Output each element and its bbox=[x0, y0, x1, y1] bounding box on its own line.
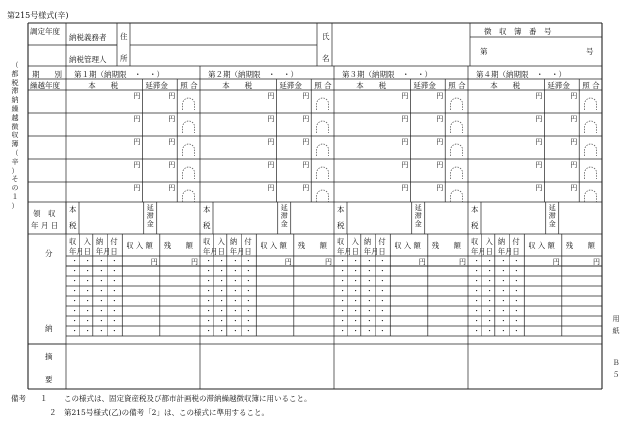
yen-mark: 円 bbox=[535, 184, 543, 192]
col-entai-1: 延滞金 bbox=[145, 81, 168, 90]
seal-placeholder-icon bbox=[317, 144, 329, 156]
seal-placeholder-icon bbox=[317, 190, 329, 202]
vertical-title-char: （ bbox=[11, 61, 19, 69]
vertical-title-char: の bbox=[11, 184, 19, 193]
date-dots: ・ ・ bbox=[205, 277, 225, 285]
paper-size-char: 紙 bbox=[612, 327, 620, 335]
seal-placeholder-icon bbox=[183, 98, 195, 110]
shunyu-amount: 収 入 額 bbox=[260, 241, 287, 250]
receipt-hon: 本 bbox=[337, 205, 345, 214]
seal-placeholder-icon bbox=[451, 144, 463, 156]
date-dots: ・ ・ bbox=[205, 257, 225, 265]
date-dots: ・ ・ bbox=[366, 317, 386, 325]
date-dots: ・ ・ bbox=[71, 297, 91, 305]
receipt-en-2: 滞 bbox=[280, 212, 288, 220]
date-dots: ・ ・ bbox=[339, 317, 359, 325]
receipt-hon: 本 bbox=[471, 205, 479, 214]
yen-mark: 円 bbox=[535, 115, 543, 123]
yen-mark: 円 bbox=[302, 161, 310, 169]
yen-mark: 円 bbox=[401, 92, 409, 100]
vertical-title-char: （ bbox=[11, 148, 19, 157]
shunyu-date-2: 年月日 bbox=[203, 247, 225, 256]
date-dots: ・ ・ bbox=[500, 287, 520, 295]
yen-mark: 円 bbox=[267, 184, 275, 192]
yen-mark: 円 bbox=[436, 184, 444, 192]
date-dots: ・ ・ bbox=[205, 307, 225, 315]
yen-mark: 円 bbox=[325, 258, 332, 266]
note-2-number: ２ bbox=[49, 408, 57, 417]
date-dots: ・ ・ bbox=[339, 297, 359, 305]
yen-mark: 円 bbox=[168, 115, 176, 123]
shunyu-amount: 収 入 額 bbox=[528, 241, 555, 250]
zandaka: 残 額 bbox=[163, 241, 193, 250]
date-dots: ・ ・ bbox=[98, 267, 118, 275]
receipt-zei: 税 bbox=[471, 221, 479, 230]
yen-mark: 円 bbox=[593, 258, 600, 266]
date-dots: ・ ・ bbox=[500, 277, 520, 285]
yen-mark: 円 bbox=[302, 115, 310, 123]
nofu-date-1: 納 付 bbox=[229, 237, 252, 246]
receipt-zei: 税 bbox=[337, 221, 345, 230]
yen-mark: 円 bbox=[267, 161, 275, 169]
nofu-date-2: 年月日 bbox=[95, 247, 118, 256]
col-honzei-4: 本 税 bbox=[490, 81, 521, 90]
receipt-en-3: 金 bbox=[414, 220, 422, 228]
yen-mark: 円 bbox=[436, 161, 444, 169]
vertical-title-char: ） bbox=[11, 201, 19, 210]
col-entai-3: 延滞金 bbox=[413, 81, 436, 90]
manager-label: 納税管理人 bbox=[69, 55, 107, 64]
date-dots: ・ ・ bbox=[98, 307, 118, 315]
vertical-title-char: 簿 bbox=[11, 140, 19, 149]
seal-placeholder-icon bbox=[183, 167, 195, 179]
name-label-2: 名 bbox=[322, 54, 330, 63]
seal-placeholder-icon bbox=[451, 98, 463, 110]
receipt-en-1: 延 bbox=[414, 204, 422, 212]
seal-placeholder-icon bbox=[585, 144, 597, 156]
date-dots: ・ ・ bbox=[232, 267, 252, 275]
date-dots: ・ ・ bbox=[500, 297, 520, 305]
date-dots: ・ ・ bbox=[473, 297, 493, 305]
date-dots: ・ ・ bbox=[500, 317, 520, 325]
date-dots: ・ ・ bbox=[339, 257, 359, 265]
yen-mark: 円 bbox=[168, 92, 176, 100]
receipt-en-3: 金 bbox=[280, 220, 288, 228]
period-1: 第１期（納期限 ・ ・） bbox=[74, 70, 164, 79]
receipt-en-3: 金 bbox=[146, 220, 154, 228]
date-dots: ・ ・ bbox=[205, 267, 225, 275]
zandaka: 残 額 bbox=[297, 241, 327, 250]
date-dots: ・ ・ bbox=[500, 267, 520, 275]
seal-placeholder-icon bbox=[585, 121, 597, 133]
receipt-en-3: 金 bbox=[548, 220, 556, 228]
yen-mark: 円 bbox=[267, 92, 275, 100]
seal-placeholder-icon bbox=[183, 121, 195, 133]
receipt-label-1: 領 収 bbox=[33, 209, 56, 218]
period-3: 第３期（納期限 ・ ・） bbox=[342, 70, 432, 79]
date-dots: ・ ・ bbox=[98, 327, 118, 335]
yen-mark: 円 bbox=[133, 115, 141, 123]
date-dots: ・ ・ bbox=[366, 267, 386, 275]
date-dots: ・ ・ bbox=[473, 317, 493, 325]
zandaka: 残 額 bbox=[565, 241, 595, 250]
seal-placeholder-icon bbox=[585, 190, 597, 202]
yen-mark: 円 bbox=[570, 92, 578, 100]
vertical-title-char: 納 bbox=[11, 96, 19, 105]
yen-mark: 円 bbox=[535, 138, 543, 146]
yen-mark: 円 bbox=[267, 138, 275, 146]
date-dots: ・ ・ bbox=[232, 257, 252, 265]
paper-size-char: Ｂ bbox=[612, 359, 620, 367]
yen-mark: 円 bbox=[133, 138, 141, 146]
period-label: 期 別 bbox=[32, 70, 62, 79]
date-dots: ・ ・ bbox=[71, 257, 91, 265]
nofu-date-1: 納 付 bbox=[497, 237, 520, 246]
date-dots: ・ ・ bbox=[205, 287, 225, 295]
date-dots: ・ ・ bbox=[339, 307, 359, 315]
ledger-dai: 第 bbox=[480, 47, 488, 56]
date-dots: ・ ・ bbox=[71, 317, 91, 325]
yen-mark: 円 bbox=[401, 184, 409, 192]
date-dots: ・ ・ bbox=[500, 327, 520, 335]
yen-mark: 円 bbox=[284, 258, 292, 266]
yen-mark: 円 bbox=[133, 184, 141, 192]
receipt-hon: 本 bbox=[203, 205, 211, 214]
date-dots: ・ ・ bbox=[98, 277, 118, 285]
vertical-title bbox=[11, 62, 19, 212]
receipt-en-2: 滞 bbox=[414, 212, 422, 220]
col-shogo-3: 照 合 bbox=[448, 81, 466, 90]
yen-mark: 円 bbox=[535, 92, 543, 100]
date-dots: ・ ・ bbox=[500, 257, 520, 265]
receipt-en-2: 滞 bbox=[548, 212, 556, 220]
shunyu-date-2: 年月日 bbox=[69, 247, 91, 256]
yen-mark: 円 bbox=[436, 138, 444, 146]
zandaka: 残 額 bbox=[431, 241, 461, 250]
ledger-number-label: 徴 収 簿 番 号 bbox=[484, 27, 552, 36]
address-label-2: 所 bbox=[120, 54, 128, 63]
date-dots: ・ ・ bbox=[339, 267, 359, 275]
receipt-en-1: 延 bbox=[548, 204, 556, 212]
yen-mark: 円 bbox=[191, 258, 198, 266]
date-dots: ・ ・ bbox=[366, 327, 386, 335]
yen-mark: 円 bbox=[401, 138, 409, 146]
note-1-text: この様式は、固定資産税及び都市計画税の滞納繰越徴収簿に用いること。 bbox=[64, 394, 312, 403]
shunyu-date-1: 収 入 bbox=[337, 237, 359, 246]
yen-mark: 円 bbox=[436, 115, 444, 123]
name-label-1: 氏 bbox=[322, 32, 330, 41]
date-dots: ・ ・ bbox=[71, 267, 91, 275]
yen-mark: 円 bbox=[401, 115, 409, 123]
vertical-title-char: 辛 bbox=[11, 157, 19, 166]
nofu-date-1: 納 付 bbox=[95, 237, 118, 246]
yen-mark: 円 bbox=[168, 138, 176, 146]
yen-mark: 円 bbox=[267, 115, 275, 123]
yen-mark: 円 bbox=[150, 258, 158, 266]
col-honzei-1: 本 税 bbox=[88, 81, 119, 90]
paper-size-note bbox=[612, 316, 620, 384]
yen-mark: 円 bbox=[570, 161, 578, 169]
tax-year-label: 調定年度 bbox=[30, 27, 60, 36]
date-dots: ・ ・ bbox=[473, 267, 493, 275]
col-shogo-1: 照 合 bbox=[180, 81, 198, 90]
paper-size-char: 用 bbox=[612, 315, 620, 323]
date-dots: ・ ・ bbox=[205, 317, 225, 325]
date-dots: ・ ・ bbox=[98, 287, 118, 295]
vertical-title-char: そ bbox=[11, 175, 19, 184]
yen-mark: 円 bbox=[436, 92, 444, 100]
paper-size-char: ５ bbox=[612, 371, 620, 379]
tekiyo-label-1: 摘 bbox=[45, 352, 53, 361]
date-dots: ・ ・ bbox=[366, 257, 386, 265]
date-dots: ・ ・ bbox=[339, 327, 359, 335]
seal-placeholder-icon bbox=[183, 144, 195, 156]
ledger-go: 号 bbox=[586, 47, 594, 56]
shunyu-date-1: 収 入 bbox=[69, 237, 91, 246]
date-dots: ・ ・ bbox=[232, 317, 252, 325]
yen-mark: 円 bbox=[302, 138, 310, 146]
notes-biko: 備考 bbox=[11, 394, 26, 403]
yen-mark: 円 bbox=[302, 184, 310, 192]
seal-placeholder-icon bbox=[451, 167, 463, 179]
nofu-date-2: 年月日 bbox=[497, 247, 520, 256]
date-dots: ・ ・ bbox=[205, 327, 225, 335]
yen-mark: 円 bbox=[401, 161, 409, 169]
shunyu-date-2: 年月日 bbox=[337, 247, 359, 256]
receipt-label-2: 年 月 日 bbox=[31, 221, 59, 230]
note-1-number: １ bbox=[40, 394, 48, 403]
yen-mark: 円 bbox=[459, 258, 466, 266]
yen-mark: 円 bbox=[168, 184, 176, 192]
yen-mark: 円 bbox=[418, 258, 426, 266]
yen-mark: 円 bbox=[552, 258, 560, 266]
seal-placeholder-icon bbox=[317, 121, 329, 133]
date-dots: ・ ・ bbox=[98, 257, 118, 265]
seal-placeholder-icon bbox=[183, 190, 195, 202]
yen-mark: 円 bbox=[168, 161, 176, 169]
period-4: 第４期（納期限 ・ ・） bbox=[476, 70, 566, 79]
seal-placeholder-icon bbox=[585, 98, 597, 110]
date-dots: ・ ・ bbox=[473, 287, 493, 295]
taxpayer-label: 納税義務者 bbox=[69, 33, 107, 42]
col-honzei-3: 本 税 bbox=[356, 81, 387, 90]
address-label-1: 住 bbox=[120, 32, 128, 41]
vertical-title-char: 越 bbox=[11, 113, 19, 122]
shunyu-date-1: 収 入 bbox=[471, 237, 493, 246]
vertical-title-char: ） bbox=[11, 166, 19, 175]
seal-placeholder-icon bbox=[451, 121, 463, 133]
date-dots: ・ ・ bbox=[473, 257, 493, 265]
date-dots: ・ ・ bbox=[232, 307, 252, 315]
receipt-en-2: 滞 bbox=[146, 212, 154, 220]
date-dots: ・ ・ bbox=[366, 297, 386, 305]
col-shogo-4: 照 合 bbox=[582, 81, 600, 90]
yen-mark: 円 bbox=[302, 92, 310, 100]
date-dots: ・ ・ bbox=[71, 277, 91, 285]
date-dots: ・ ・ bbox=[366, 287, 386, 295]
date-dots: ・ ・ bbox=[232, 287, 252, 295]
shunyu-date-1: 収 入 bbox=[203, 237, 225, 246]
seal-placeholder-icon bbox=[585, 167, 597, 179]
receipt-en-1: 延 bbox=[280, 204, 288, 212]
vertical-title-char: 滞 bbox=[11, 87, 19, 96]
date-dots: ・ ・ bbox=[205, 297, 225, 305]
receipt-zei: 税 bbox=[203, 221, 211, 230]
yen-mark: 円 bbox=[570, 184, 578, 192]
period-2: 第２期（納期限 ・ ・） bbox=[208, 70, 298, 79]
note-2-text: 第215号様式(乙)の備考「2」は、この様式に準用すること。 bbox=[64, 408, 269, 417]
receipt-hon: 本 bbox=[69, 205, 77, 214]
date-dots: ・ ・ bbox=[232, 277, 252, 285]
date-dots: ・ ・ bbox=[98, 317, 118, 325]
vertical-title-char: 徴 bbox=[11, 122, 19, 131]
date-dots: ・ ・ bbox=[366, 307, 386, 315]
nou-label: 納 bbox=[45, 324, 53, 333]
vertical-title-char: 収 bbox=[11, 131, 19, 140]
col-honzei-2: 本 税 bbox=[222, 81, 253, 90]
date-dots: ・ ・ bbox=[339, 277, 359, 285]
col-shogo-2: 照 合 bbox=[314, 81, 332, 90]
yen-mark: 円 bbox=[133, 92, 141, 100]
date-dots: ・ ・ bbox=[473, 277, 493, 285]
shunyu-amount: 収 入 額 bbox=[126, 241, 153, 250]
date-dots: ・ ・ bbox=[232, 327, 252, 335]
vertical-title-char: １ bbox=[11, 192, 19, 201]
date-dots: ・ ・ bbox=[232, 297, 252, 305]
seal-placeholder-icon bbox=[317, 98, 329, 110]
date-dots: ・ ・ bbox=[473, 307, 493, 315]
seal-placeholder-icon bbox=[317, 167, 329, 179]
nofu-date-2: 年月日 bbox=[363, 247, 386, 256]
kuriko-label: 繰越年度 bbox=[30, 81, 60, 90]
receipt-en-1: 延 bbox=[146, 204, 154, 212]
vertical-title-char: 都 bbox=[11, 69, 19, 78]
yen-mark: 円 bbox=[535, 161, 543, 169]
yen-mark: 円 bbox=[570, 138, 578, 146]
vertical-title-char: 繰 bbox=[11, 104, 19, 113]
date-dots: ・ ・ bbox=[71, 287, 91, 295]
tekiyo-label-2: 要 bbox=[45, 375, 53, 384]
shunyu-amount: 収 入 額 bbox=[394, 241, 421, 250]
vertical-title-char: 税 bbox=[11, 78, 19, 87]
date-dots: ・ ・ bbox=[473, 327, 493, 335]
date-dots: ・ ・ bbox=[71, 327, 91, 335]
date-dots: ・ ・ bbox=[339, 287, 359, 295]
yen-mark: 円 bbox=[133, 161, 141, 169]
bun-label: 分 bbox=[45, 249, 53, 258]
yen-mark: 円 bbox=[570, 115, 578, 123]
nofu-date-1: 納 付 bbox=[363, 237, 386, 246]
shunyu-date-2: 年月日 bbox=[471, 247, 493, 256]
date-dots: ・ ・ bbox=[500, 307, 520, 315]
col-entai-4: 延滞金 bbox=[547, 81, 570, 90]
nofu-date-2: 年月日 bbox=[229, 247, 252, 256]
date-dots: ・ ・ bbox=[71, 307, 91, 315]
col-entai-2: 延滞金 bbox=[279, 81, 302, 90]
date-dots: ・ ・ bbox=[98, 297, 118, 305]
seal-placeholder-icon bbox=[451, 190, 463, 202]
receipt-zei: 税 bbox=[69, 221, 77, 230]
date-dots: ・ ・ bbox=[366, 277, 386, 285]
form-id: 第215号様式(辛) bbox=[7, 11, 69, 20]
